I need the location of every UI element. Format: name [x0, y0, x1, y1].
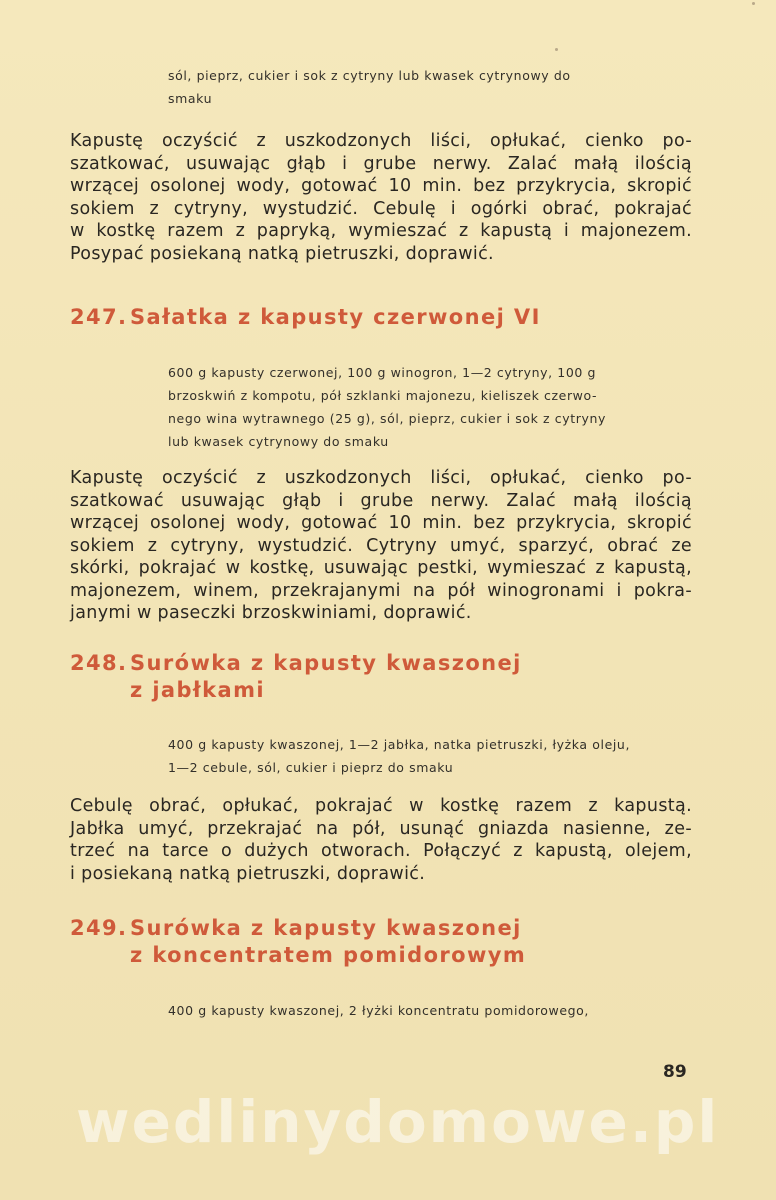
method-line: majonezem, winem, przekrajanymi na pół winogronami i pokra- [70, 580, 692, 601]
recipe-number: 249. [70, 916, 128, 940]
method-line: wrzącej osolonej wody, gotować 10 min. bez przykrycia, skropić [70, 513, 692, 533]
ingredient-line: nego wina wytrawnego (25 g), sól, pieprz, cukier i sok z cytryny [168, 411, 606, 426]
method-line: szatkować usuwając głąb i grube nerwy. Zalać małą ilością [70, 490, 692, 511]
method-line: Kapustę oczyścić z uszkodzonych liści, opłukać, cienko po- [70, 468, 692, 488]
recipe-title-line-2: z koncentratem pomidorowym [130, 943, 527, 967]
recipe-248-method [70, 795, 692, 885]
recipe-title: Sałatka z kapusty czerwonej VI [130, 305, 541, 329]
watermark: wedlinydomowe.pl [76, 1088, 720, 1156]
recipe-248-heading [70, 650, 522, 704]
recipe-249-heading [70, 915, 526, 969]
recipe-249-ingredients [168, 999, 698, 1022]
scan-speck [752, 2, 755, 5]
method-line: szatkować, usuwając głąb i grube nerwy. Zalać małą ilością [70, 153, 692, 174]
method-line: Posypać posiekaną natką pietruszki, doprawić. [70, 243, 494, 264]
method-line: Jabłka umyć, przekrajać na pół, usunąć gniazda nasienne, ze- [70, 818, 692, 839]
ingredient-line: sól, pieprz, cukier i sok z cytryny lub kwasek cytrynowy do [168, 68, 571, 83]
method-line: janymi w paseczki brzoskwiniami, doprawić. [70, 603, 472, 623]
method-line: Cebulę obrać, opłukać, pokrajać w kostkę razem z kapustą. [70, 796, 692, 816]
method-line: i posiekaną natką pietruszki, doprawić. [70, 863, 426, 884]
method-line: skórki, pokrajać w kostkę, usuwając pestki, wymieszać z kapustą, [70, 558, 692, 578]
recipe-title-line-1: Surówka z kapusty kwaszonej [130, 651, 522, 675]
ingredient-line: 1—2 cebule, sól, cukier i pieprz do smaku [168, 760, 454, 775]
scan-speck [555, 48, 558, 51]
ingredient-line: lub kwasek cytrynowy do smaku [168, 434, 389, 449]
method-line: w kostkę razem z papryką, wymieszać z kapustą i majonezem. [70, 221, 692, 241]
method-line: trzeć na tarce o dużych otworach. Połączyć z kapustą, olejem, [70, 841, 692, 861]
page-number: 89 [663, 1062, 687, 1082]
recipe-247-method [70, 467, 692, 625]
method-line: wrzącej osolonej wody, gotować 10 min. bez przykrycia, skropić [70, 176, 692, 196]
recipe-247-heading [70, 304, 541, 331]
recipe-number: 247. [70, 305, 128, 329]
ingredient-line: 400 g kapusty kwaszonej, 1—2 jabłka, natka pietruszki, łyżka oleju, [168, 737, 631, 752]
recipe-247-ingredients [168, 361, 698, 453]
method-line: sokiem z cytryny, wystudzić. Cebulę i ogórki obrać, pokrajać [70, 198, 692, 219]
ingredient-line: 600 g kapusty czerwonej, 100 g winogron, 1—2 cytryny, 100 g [168, 365, 597, 380]
ingredient-line: brzoskwiń z kompotu, pół szklanki majonezu, kieliszek czerwo- [168, 388, 598, 403]
recipe-title-line-1: Surówka z kapusty kwaszonej [130, 916, 522, 940]
recipe-title-line-2: z jabłkami [130, 678, 265, 702]
recipe-246-ingredients [168, 64, 698, 110]
recipe-246-method [70, 130, 692, 265]
ingredient-line: 400 g kapusty kwaszonej, 2 łyżki koncentratu pomidorowego, [168, 1003, 589, 1018]
ingredient-line: smaku [168, 91, 213, 106]
method-line: sokiem z cytryny, wystudzić. Cytryny umyć, sparzyć, obrać ze [70, 535, 692, 556]
recipe-248-ingredients [168, 733, 698, 779]
recipe-number: 248. [70, 651, 128, 675]
method-line: Kapustę oczyścić z uszkodzonych liści, opłukać, cienko po- [70, 131, 692, 151]
